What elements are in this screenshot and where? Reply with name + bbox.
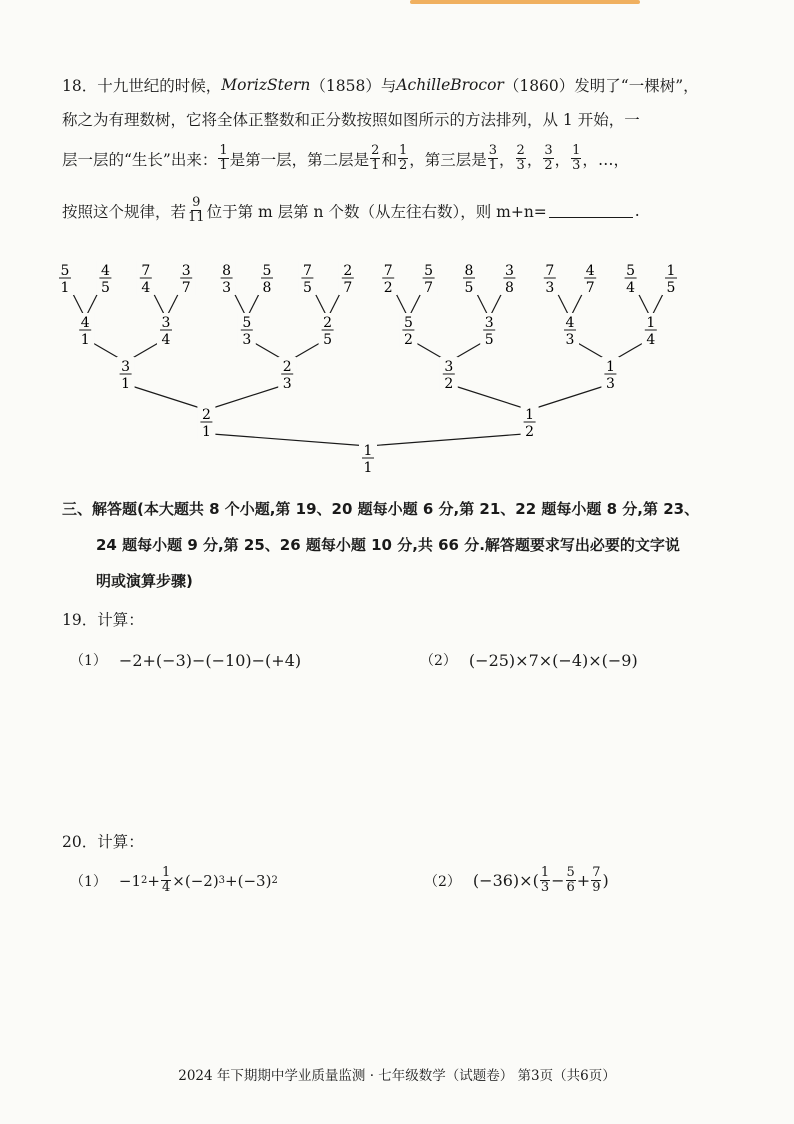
tree-node-fraction xyxy=(460,261,478,296)
q18-line4: 按照这个规律，若 $\frac{9}{11}$ 位于第 m 层第 n 个数（从左往右数），则 m+n= . xyxy=(62,195,640,225)
tree-numerator: 4 xyxy=(565,315,575,331)
tree-denominator: 5 xyxy=(484,332,494,348)
tree-denominator: 3 xyxy=(565,332,575,348)
tree-numerator: 5 xyxy=(60,263,70,279)
tree-denominator: 5 xyxy=(302,280,312,296)
tree-denominator: 1 xyxy=(363,460,373,476)
tree-numerator: 7 xyxy=(383,263,393,279)
tree-numerator: 3 xyxy=(121,359,131,375)
tree-node-fraction xyxy=(440,357,458,392)
tree-node-fraction xyxy=(157,313,175,348)
fraction: $\frac{1}{2}$ xyxy=(398,143,408,173)
tree-numerator: 5 xyxy=(626,263,636,279)
tree-denominator: 5 xyxy=(464,280,474,296)
tree-denominator: 5 xyxy=(323,332,333,348)
tree-node-fraction xyxy=(339,261,357,296)
tree-numerator: 4 xyxy=(80,315,90,331)
tree-denominator: 2 xyxy=(383,280,393,296)
fraction: $\frac{3}{2}$ xyxy=(544,143,553,173)
tree-denominator: 4 xyxy=(141,280,151,296)
tree-edge xyxy=(455,386,530,410)
tree-denominator: 8 xyxy=(504,280,514,296)
tree-node-fraction xyxy=(238,313,256,348)
q18-line1: 18． 十九世纪的时候， MorizStern （1858）与 AchilleBrocor （1860）发明了“一棵树”， xyxy=(62,76,699,95)
tree-numerator: 2 xyxy=(201,407,211,423)
rational-tree-diagram xyxy=(0,250,794,490)
section3-heading-line3: 明或演算步骤) xyxy=(96,572,193,590)
tree-denominator: 3 xyxy=(242,332,252,348)
page-footer: 2024 年下期期中学业质量监测 · 七年级数学（试题卷） 第3页（共6页） xyxy=(178,1068,616,1084)
q20-label: 20．计算： xyxy=(62,833,144,851)
tree-denominator: 7 xyxy=(343,280,353,296)
tree-node-fraction xyxy=(278,357,296,392)
tree-numerator: 5 xyxy=(424,263,434,279)
tree-node-fraction xyxy=(359,441,377,476)
q18-line3: 层一层的“生长”出来： $\frac{1}{1}$ 是第一层，第二层是 $\frac{2}{1}$ 和 $\frac{1}{2}$ ，第三层是 $\frac{3}{1}$ ， $\frac{2}{3}$ ， $\frac{3}{2}$ ， $\frac{1}{3}$ ， …， xyxy=(62,143,629,173)
tree-node-fraction xyxy=(319,313,337,348)
tree-denominator: 4 xyxy=(626,280,636,296)
tree-node-fraction xyxy=(56,261,74,296)
tree-node-fraction xyxy=(480,313,498,348)
tree-denominator: 7 xyxy=(424,280,434,296)
tree-denominator: 1 xyxy=(60,280,70,296)
q19-part1: （1） −2+(−3)−(−10)−(+4) xyxy=(70,650,302,670)
q20-part1: （1） −1 2 + $\frac{1}{4}$ ×(−2) 3 +(−3) 2 xyxy=(70,865,278,895)
tree-node-fraction xyxy=(622,261,640,296)
tree-numerator: 1 xyxy=(666,263,676,279)
tree-numerator: 7 xyxy=(141,263,151,279)
tree-numerator: 7 xyxy=(302,263,312,279)
tree-node-fraction xyxy=(76,313,94,348)
tree-numerator: 7 xyxy=(545,263,555,279)
tree-numerator: 1 xyxy=(363,443,373,459)
tree-denominator: 8 xyxy=(262,280,272,296)
tree-denominator: 2 xyxy=(525,424,535,440)
tree-numerator: 3 xyxy=(181,263,191,279)
q19-part2: （2） (−25)×7×(−4)×(−9) xyxy=(420,650,638,670)
tree-numerator: 2 xyxy=(343,263,353,279)
tree-numerator: 1 xyxy=(605,359,615,375)
tree-denominator: 7 xyxy=(181,280,191,296)
tree-edge xyxy=(206,386,281,410)
tree-denominator: 7 xyxy=(585,280,595,296)
tree-node-fraction xyxy=(581,261,599,296)
fraction: $\frac{5}{6}$ xyxy=(566,865,575,895)
q18-line2: 称之为有理数树，它将全体正整数和正分数按照如图所示的方法排列，从 1 开始，一 xyxy=(62,111,640,129)
tree-numerator: 3 xyxy=(504,263,514,279)
tree-node-fraction xyxy=(137,261,155,296)
fraction: $\frac{1}{1}$ xyxy=(219,143,228,173)
tree-denominator: 3 xyxy=(545,280,555,296)
tree-node-fraction xyxy=(218,261,236,296)
tree-numerator: 4 xyxy=(100,263,110,279)
fraction: $\frac{1}{3}$ xyxy=(540,865,550,895)
tree-denominator: 4 xyxy=(161,332,171,348)
fraction: $\frac{1}{4}$ xyxy=(162,865,171,895)
tree-edge xyxy=(212,434,368,446)
tree-node-fraction xyxy=(500,261,518,296)
answer-blank[interactable] xyxy=(549,203,633,218)
tree-denominator: 2 xyxy=(444,376,454,392)
fraction: $\frac{3}{1}$ xyxy=(488,143,498,173)
tree-node-fraction xyxy=(258,261,276,296)
tree-node-fraction xyxy=(399,313,417,348)
tree-edge xyxy=(530,386,605,410)
tree-node-fraction xyxy=(379,261,397,296)
tree-denominator: 3 xyxy=(605,376,615,392)
tree-numerator: 8 xyxy=(464,263,474,279)
tree-node-fraction xyxy=(197,405,215,440)
tree-denominator: 1 xyxy=(201,424,211,440)
tree-numerator: 5 xyxy=(403,315,413,331)
tree-numerator: 3 xyxy=(444,359,454,375)
fraction: $\frac{7}{9}$ xyxy=(592,865,601,895)
tree-numerator: 3 xyxy=(161,315,171,331)
tree-node-fraction xyxy=(117,357,135,392)
tree-denominator: 5 xyxy=(100,280,110,296)
tree-node-fraction xyxy=(521,405,539,440)
tree-numerator: 5 xyxy=(262,263,272,279)
tree-numerator: 1 xyxy=(525,407,535,423)
tree-node-fraction xyxy=(662,261,680,296)
tree-numerator: 3 xyxy=(484,315,494,331)
tree-node-fraction xyxy=(561,313,579,348)
name-achille-brocot: AchilleBrocor xyxy=(396,76,504,94)
tree-numerator: 8 xyxy=(222,263,232,279)
tree-numerator: 2 xyxy=(282,359,292,375)
tree-edge xyxy=(368,434,524,446)
tree-node-fraction xyxy=(541,261,559,296)
target-fraction: $\frac{9}{11}$ xyxy=(188,195,205,225)
fraction: $\frac{1}{3}$ xyxy=(572,143,581,173)
tree-denominator: 1 xyxy=(80,332,90,348)
tree-denominator: 1 xyxy=(121,376,131,392)
tree-numerator: 1 xyxy=(646,315,656,331)
fraction: $\frac{2}{1}$ xyxy=(371,143,380,173)
section3-heading-line1: 三、解答题(本大题共 8 个小题,第 19、20 题每小题 6 分,第 21、22 题每小题 8 分,第 23、 xyxy=(62,500,700,518)
tree-node-fraction xyxy=(96,261,114,296)
tree-node-fraction xyxy=(298,261,316,296)
tree-numerator: 2 xyxy=(323,315,333,331)
section3-heading-line2: 24 题每小题 9 分,第 25、26 题每小题 10 分,共 66 分.解答题要求写出必要的文字说 xyxy=(96,536,680,554)
name-moriz-stern: MorizStern xyxy=(221,76,311,94)
tree-numerator: 5 xyxy=(242,315,252,331)
q20-part2: （2） (−36)×( $\frac{1}{3}$ − $\frac{5}{6}$ + $\frac{7}{9}$ ) xyxy=(424,865,609,895)
tree-node-fraction xyxy=(420,261,438,296)
q19-label: 19．计算： xyxy=(62,611,144,629)
tree-node-fraction xyxy=(601,357,619,392)
tree-denominator: 3 xyxy=(282,376,292,392)
tree-denominator: 5 xyxy=(666,280,676,296)
top-decoration xyxy=(410,0,640,4)
fraction: $\frac{2}{3}$ xyxy=(516,143,525,173)
tree-edge xyxy=(132,386,207,410)
tree-node-fraction xyxy=(177,261,195,296)
tree-denominator: 4 xyxy=(646,332,656,348)
tree-node-fraction xyxy=(642,313,660,348)
tree-numerator: 4 xyxy=(585,263,595,279)
tree-denominator: 3 xyxy=(222,280,232,296)
tree-denominator: 2 xyxy=(403,332,413,348)
